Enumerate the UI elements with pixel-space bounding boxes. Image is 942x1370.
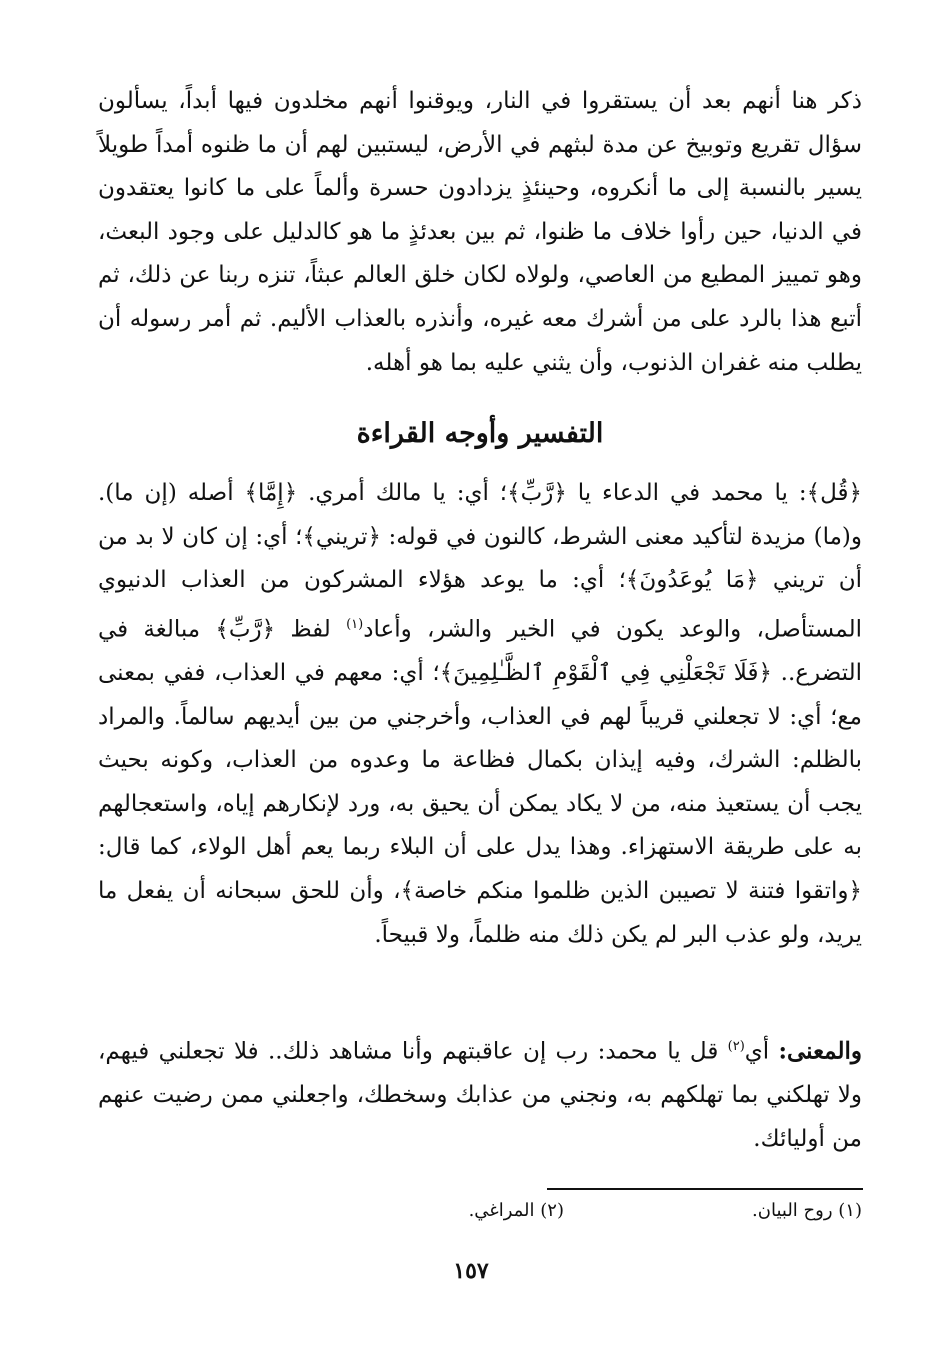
section-heading: التفسير وأوجه القراءة <box>356 418 604 449</box>
footnote-ref-2[interactable]: (٢) <box>727 1039 745 1054</box>
tafsir-paragraph <box>98 472 862 957</box>
footnote-divider <box>547 1188 863 1190</box>
tafsir-text-part1: ﴿قُل﴾: يا محمد في الدعاء يا ﴿رَّبِّ﴾؛ أي: يا مالك أمري. ﴿إِمَّا﴾ أصله (إن ما). و(ما) مزيدة لتأكيد معنى الشرط، كالنون في قوله: ﴿تريني﴾؛ أي: إن كان لا بد من أن تريني ﴿مَا يُوعَدُونَ﴾؛ أي: ما يوعد هؤلاء المشركون من العذاب الدنيوي المستأصل، والوعد يكون في الخير والشر، وأعاد <box>98 480 862 643</box>
meaning-text-part1: أي <box>744 1038 779 1065</box>
footnote-2-mark: (٢) <box>540 1200 564 1221</box>
footnote-1 <box>752 1200 862 1221</box>
footnote-ref-1[interactable]: (١) <box>346 616 364 632</box>
footnotes <box>98 1200 862 1236</box>
meaning-paragraph <box>98 1025 862 1161</box>
footnote-1-mark: (١) <box>838 1200 862 1221</box>
tafsir-text-part2: لفظ ﴿رَّبِّ﴾ مبالغة في التضرع.. ﴿فَلَا تَجْعَلْنِي فِي ٱلْقَوْمِ ٱلظَّـٰلِمِينَ﴾؛ أي: معهم في العذاب، ففي بمعنى مع؛ أي: لا تجعلني قريباً لهم في العذاب، وأخرجني من بين أيديهم سالماً. والمراد بالظلم: الشرك، وفيه إيذان بكمال فظاعة ما وعدوه من العذاب، وكونه بحيث يجب أن يستعيذ منه، من لا يكاد يمكن أن يحيق به، ورد لإنكارهم إياه، واستعجالهم به على طريقة الاستهزاء. وهذا يدل على أن البلاء ربما يعم أهل الولاء، كما قال: ﴿واتقوا فتنة لا تصيبن الذين ظلموا منكم خاصة﴾، وأن للحق سبحانه أن يفعل ما يريد، ولو عذب البر لم يكن ذلك منه ظلماً، ولا قبيحاً. <box>98 616 862 948</box>
intro-paragraph: ذكر هنا أنهم بعد أن يستقروا في النار، ويوقنوا أنهم مخلدون فيها أبداً، يسألون سؤال تقريع وتوبيخ عن مدة لبثهم في الأرض، ليستبين لهم أن ما ظنوه أمداً طويلاً يسير بالنسبة إلى ما أنكروه، وحينئذٍ يزدادون حسرة وألماً على ما كانوا يعتقدون في الدنيا، حين رأوا خلاف ما ظنوا، ثم بين بعدئذٍ ما هو كالدليل على وجود البعث، وهو تمييز المطيع من العاصي، ولولاه لكان خلق العالم عبثاً، تنزه ربنا عن ذلك، ثم أتبع هذا بالرد على من أشرك معه غيره، وأنذره بالعذاب الأليم. ثم أمر رسوله أن يطلب منه غفران الذنوب، وأن يثني عليه بما هو أهله. <box>98 88 862 376</box>
footnote-1-text: روح البيان. <box>752 1200 833 1221</box>
meaning-text-part2: قل يا محمد: رب إن عاقبتهم وأنا مشاهد ذلك.. فلا تجعلني فيهم، ولا تهلكني بما تهلكهم به، ونجني من عذابك وسخطك، واجعلني ممن رضيت عنهم من أوليائك. <box>98 1038 862 1152</box>
meaning-lead: والمعنى: <box>778 1037 862 1065</box>
footnote-2 <box>469 1200 564 1221</box>
footnote-2-text: المراغي. <box>468 1200 535 1221</box>
page-number: ١٥٧ <box>453 1258 489 1284</box>
